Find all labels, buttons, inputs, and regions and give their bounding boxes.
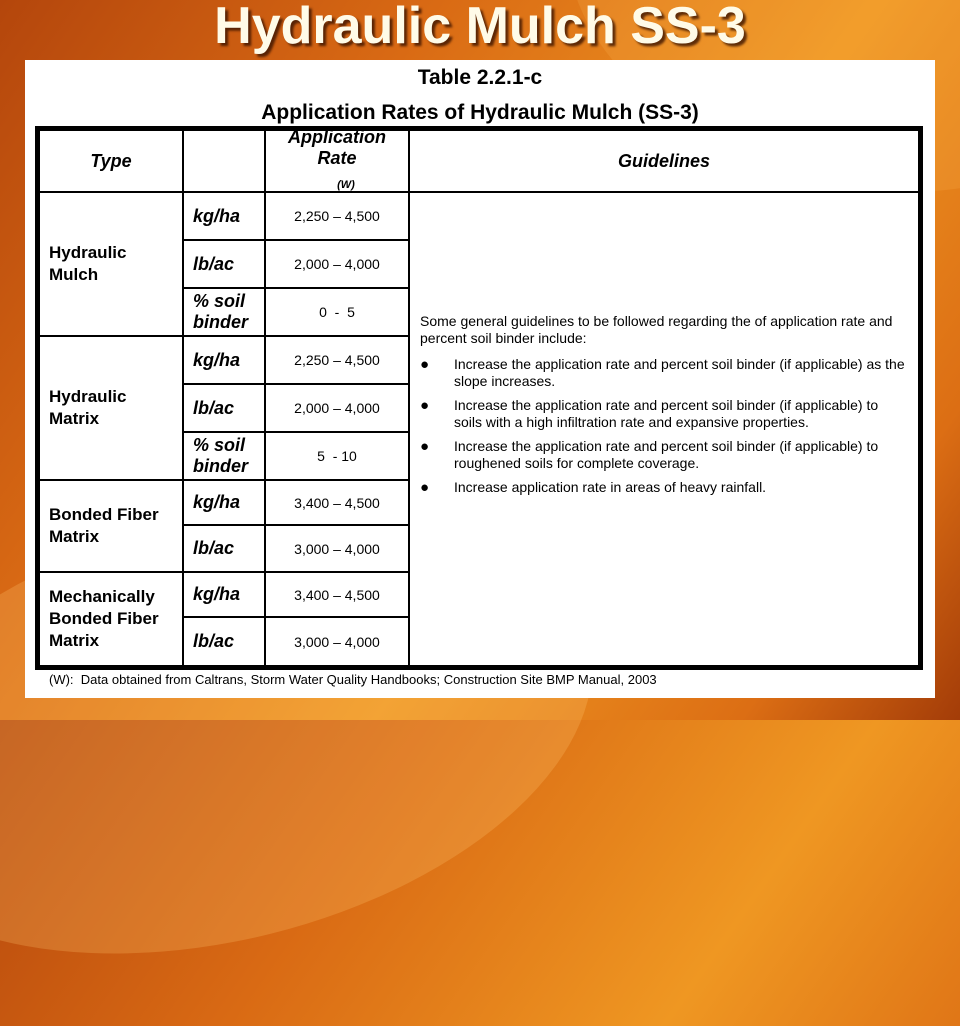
unit-cell: % soil binder	[182, 431, 266, 481]
rate-cell: 3,000 – 4,000	[264, 616, 410, 667]
rate-cell: 2,250 – 4,500	[264, 335, 410, 385]
bullet-icon: ●	[420, 479, 430, 496]
rate-cell: 2,000 – 4,000	[264, 239, 410, 289]
guidelines-cell	[408, 191, 920, 667]
guideline-bullet: ● Increase the application rate and percent soil binder (if applicable) to soils with a high infiltration rate and expansive properties.	[420, 397, 879, 430]
unit-cell: lb/ac	[182, 239, 266, 289]
header-unit	[182, 129, 266, 193]
table-number: Table 2.2.1-c	[417, 66, 543, 89]
rate-cell: 5 - 10	[264, 431, 410, 481]
slide-title: Hydraulic Mulch SS-3	[214, 0, 746, 55]
unit-cell: lb/ac	[182, 524, 266, 573]
unit-cell: kg/ha	[182, 479, 266, 526]
bullet-icon: ●	[420, 397, 430, 414]
bullet-icon: ●	[420, 356, 430, 373]
unit-cell: kg/ha	[182, 335, 266, 385]
guideline-bullet: ● Increase the application rate and percent soil binder (if applicable) as the slope increases.	[420, 356, 905, 389]
type-bonded-fiber-matrix: Bonded Fiber Matrix	[38, 479, 184, 573]
rate-cell: 3,000 – 4,000	[264, 524, 410, 573]
content-panel	[25, 60, 935, 698]
table-footnote: (W): Data obtained from Caltrans, Storm Water Quality Handbooks; Construction Site BMP Manual, 2003	[49, 672, 657, 687]
bullet-icon: ●	[420, 438, 430, 455]
unit-cell: kg/ha	[182, 191, 266, 241]
type-hydraulic-matrix: Hydraulic Matrix	[38, 335, 184, 481]
header-rate-line1: Application Rate	[288, 126, 386, 168]
rate-cell: 3,400 – 4,500	[264, 479, 410, 526]
unit-cell: lb/ac	[182, 383, 266, 433]
guidelines-intro: Some general guidelines to be followed regarding the of application rate and percent soil binder include:	[420, 313, 893, 346]
header-type: Type	[38, 129, 184, 193]
guideline-bullet: ● Increase the application rate and percent soil binder (if applicable) to roughened soils for complete coverage.	[420, 438, 879, 471]
rate-cell: 0 - 5	[264, 287, 410, 337]
rate-cell: 2,250 – 4,500	[264, 191, 410, 241]
guideline-bullet: ● Increase application rate in areas of heavy rainfall.	[420, 479, 767, 496]
rate-cell: 3,400 – 4,500	[264, 571, 410, 618]
header-guidelines: Guidelines	[408, 129, 920, 193]
unit-cell: % soil binder	[182, 287, 266, 337]
application-rates-table	[35, 126, 923, 670]
unit-cell: kg/ha	[182, 571, 266, 618]
header-rate-subscript: (W)	[337, 178, 355, 191]
rate-cell: 2,000 – 4,000	[264, 383, 410, 433]
header-application-rate	[264, 126, 410, 193]
type-hydraulic-mulch: Hydraulic Mulch	[38, 191, 184, 337]
table-caption: Application Rates of Hydraulic Mulch (SS-3)	[261, 101, 699, 124]
type-mechanically-bonded-fiber-matrix: Mechanically Bonded Fiber Matrix	[38, 571, 184, 667]
unit-cell: lb/ac	[182, 616, 266, 667]
